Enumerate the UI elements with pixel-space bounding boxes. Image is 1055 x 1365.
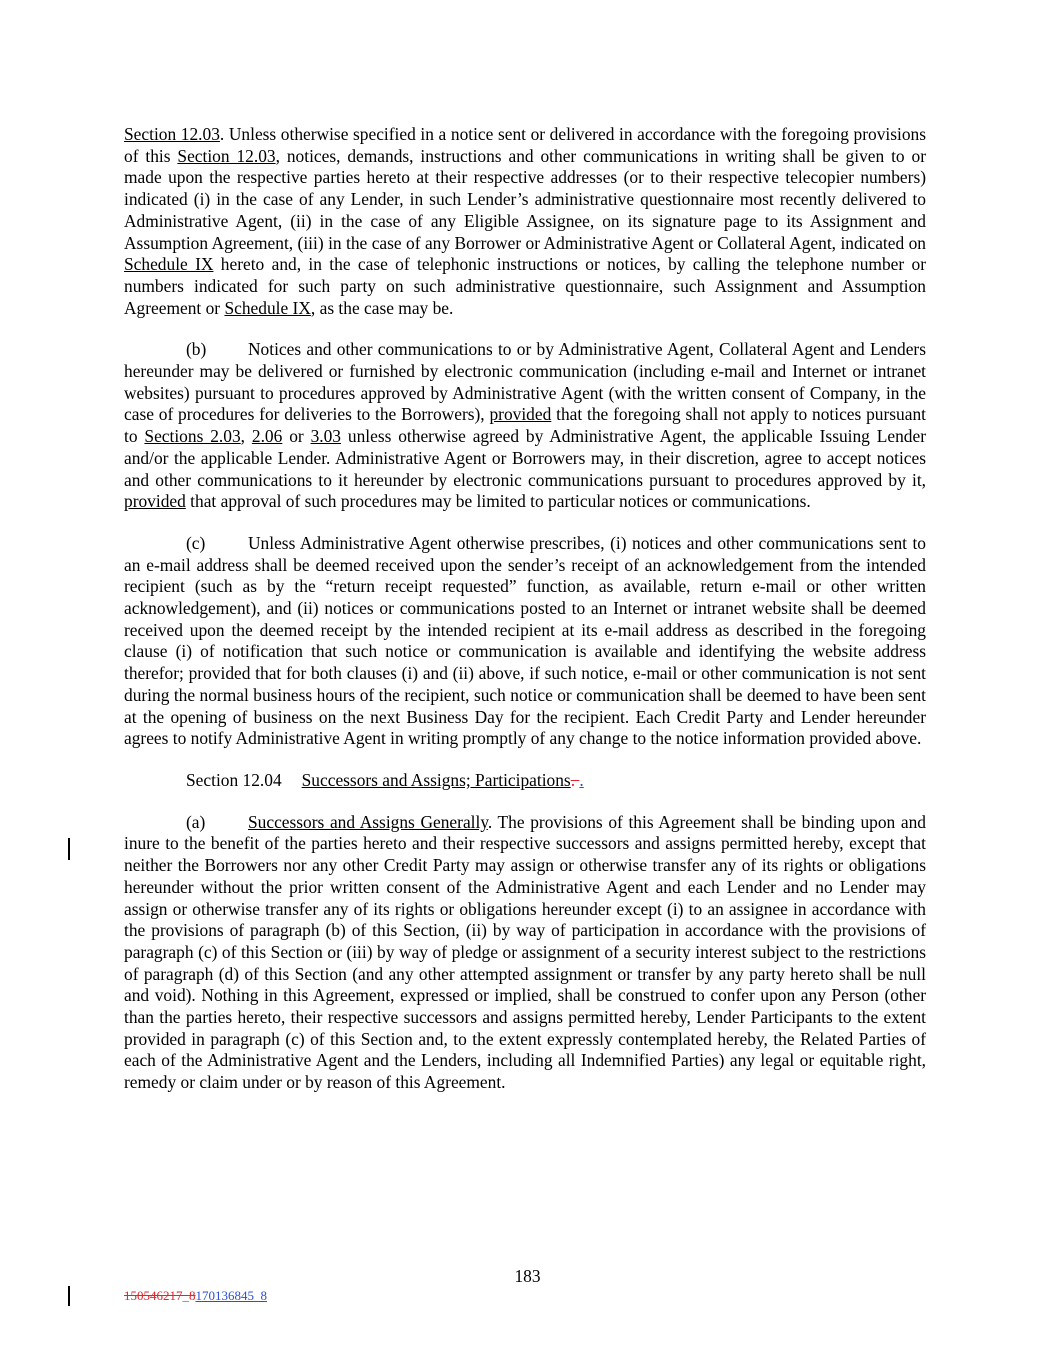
text-run: or xyxy=(282,426,311,447)
text-run: hereto and, in the case of telephonic instructions or notices, by calling the telephone number or numbers indicated for such party on such administrative questionnaire, such Assignment and Assumption Agreement or xyxy=(124,254,926,318)
provided-term: provided xyxy=(124,491,186,512)
section-ref: Sections 2.03 xyxy=(144,426,241,447)
inserted-text: . xyxy=(579,769,584,790)
paragraph-c xyxy=(124,533,926,750)
document-id xyxy=(124,1288,267,1304)
section-title: Successors and Assigns; Participations xyxy=(301,769,571,790)
inserted-doc-id: 170136845_8 xyxy=(195,1288,267,1303)
paragraph-b xyxy=(124,339,926,513)
text-run: Unless Administrative Agent otherwise prescribes, (i) notices and other communications sent to an e-mail address shall be deemed received upon the sender’s receipt of an acknowledgement from the intended recipient (such as by the “return receipt requested” function, as available, return e-mail or other written acknowledgement), and (ii) notices or communications posted to an Internet or intranet website shall be deemed received upon the deemed receipt by the intended recipient at its e-mail address as described in the foregoing clause (i) of notification that such notice or communication is available and identifying the website address therefor; provided that for both clauses (i) and (ii) above, if such notice, e-mail or other communication is not sent during the normal business hours of the recipient, such notice or communication shall be deemed to have been sent at the opening of business on the next Business Day for the recipient. Each Credit Party and Lender hereunder agrees to notify Administrative Agent in writing promptly of any change to the notice information provided above. xyxy=(124,532,926,749)
section-ref: 3.03 xyxy=(310,426,341,447)
clause-title: Successors and Assigns Generally xyxy=(248,811,488,832)
clause-label: (a) xyxy=(186,811,206,832)
section-12-04-heading xyxy=(186,770,926,792)
section-ref: Section 12.03 xyxy=(124,124,220,144)
text-run: that the foregoing shall not apply to notices pursuant to xyxy=(124,404,926,447)
deleted-text: . xyxy=(570,769,580,790)
schedule-ref: Schedule IX xyxy=(224,297,311,318)
text-run: , as the case may be. xyxy=(310,297,454,318)
provided-term: provided xyxy=(489,404,552,425)
document-body xyxy=(124,124,926,1094)
text-run: , notices, demands, instructions and other communications in writing shall be given to or made upon the respective parties hereto at their respective addresses (or to their respective telecopier numbers) indicated (i) in the case of any Lender, in such Lender’s administrative questionnaire most recently delivered to Administrative Agent, (ii) in the case of any Eligible Assignee, on its signature page to its Assignment and Assumption Agreement, (iii) in the case of any Borrower or Administrative Agent or Collateral Agent, indicated on xyxy=(124,145,927,253)
section-ref: Section 12.03 xyxy=(177,145,276,166)
text-run: Notices and other communications to or by Administrative Agent, Collateral Agent and Lenders hereunder may be delivered or furnished by electronic communication (including e-mail and Internet or intranet websites) pursuant to procedures approved by Administrative Agent (with the written consent of Company, in the case of procedures for deliveries to the Borrowers), xyxy=(124,339,926,425)
paragraph-a xyxy=(124,812,926,1094)
text-run: . The provisions of this Agreement shall be binding upon and inure to the benefit of the parties hereto and their respective successors and assigns permitted hereby, except that neither the Borrowers nor any other Credit Party may assign or otherwise transfer any of its rights or obligations hereunder without the prior written consent of the Administrative Agent and each Lender and no Lender may assign or otherwise transfer any of its rights or obligations hereunder except (i) to an assignee in accordance with the provisions of paragraph (b) of this Section, (ii) by way of participation in accordance with the provisions of paragraph (c) of this Section or (iii) by way of pledge or assignment of a security interest subject to the restrictions of paragraph (d) of this Section (and any other attempted assignment or transfer by any party hereto shall be null and void). Nothing in this Agreement, expressed or implied, shall be construed to confer upon any Person (other than the parties hereto, their respective successors and assigns permitted hereby, Lender Participants to the extent provided in paragraph (c) of this Section and, to the extent expressly contemplated hereby, the Related Parties of each of the Administrative Agent and the Lenders, including all Indemnified Parties) any legal or equitable right, remedy or claim under or by reason of this Agreement. xyxy=(124,811,926,1093)
clause-label: (c) xyxy=(186,532,206,553)
section-ref: 2.06 xyxy=(251,426,283,447)
text-run: , xyxy=(240,426,252,447)
text-run: unless otherwise agreed by Administrative Agent, the applicable Issuing Lender and/or the applicable Lender. Administrative Agent or Borrowers may, in their discretion, agree to accept notices and other communications to it hereunder by electronic communications pursuant to procedures approved by it, xyxy=(124,426,926,490)
deleted-doc-id: 150546217_8 xyxy=(124,1288,196,1303)
change-bar xyxy=(68,838,70,860)
change-bar xyxy=(68,1286,70,1306)
paragraph-section-12-03 xyxy=(124,124,926,319)
text-run: that approval of such procedures may be limited to particular notices or communications. xyxy=(185,491,811,512)
page-number: 183 xyxy=(514,1266,541,1286)
text-run: . Unless otherwise specified in a notice sent or delivered in accordance with the foregoing provisions of this xyxy=(124,124,926,166)
schedule-ref: Schedule IX xyxy=(124,254,214,275)
clause-label: (b) xyxy=(186,339,207,360)
section-number: Section 12.04 xyxy=(186,769,282,790)
